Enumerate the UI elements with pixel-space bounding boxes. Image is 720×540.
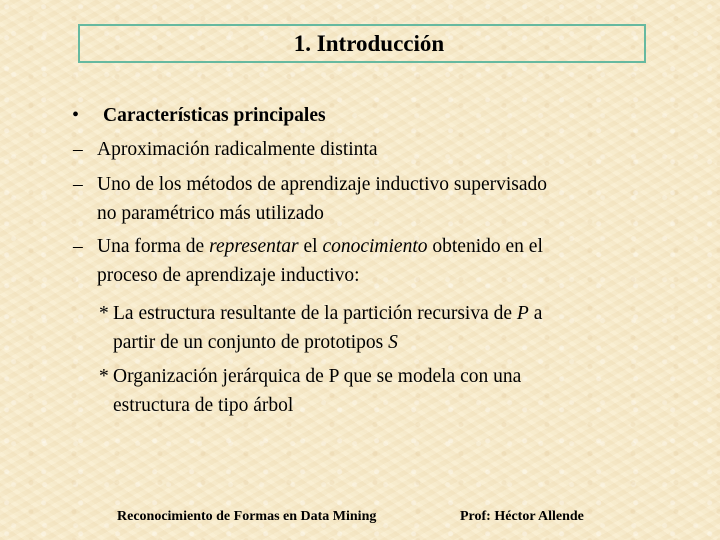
- text-run: obtenido en el: [427, 236, 543, 257]
- dash-item-1-line-1: Aproximación radicalmente distinta: [97, 139, 378, 160]
- sub-item-1-line-2: [113, 333, 398, 353]
- italic-symbol-p: P: [516, 303, 529, 324]
- text-run: el: [298, 236, 323, 257]
- footer-author: Prof: Héctor Allende: [460, 509, 584, 524]
- italic-symbol-s: S: [388, 332, 398, 353]
- dash-marker: –: [73, 236, 83, 257]
- text-run: Una forma de: [97, 236, 210, 257]
- sub-item-2-line-1: Organización jerárquica de P que se modela con una: [113, 366, 522, 387]
- dash-item-2-line-2: no paramétrico más utilizado: [97, 203, 324, 224]
- dash-item-3-line-2: proceso de aprendizaje inductivo:: [97, 265, 360, 286]
- dash-item-3-line-1: [97, 237, 543, 257]
- sub-bullet-marker: *: [99, 366, 109, 387]
- sub-bullet-marker: *: [99, 303, 109, 324]
- dash-marker: –: [73, 174, 83, 195]
- dash-marker: –: [73, 139, 83, 160]
- italic-term-representar: representar: [209, 236, 299, 257]
- bullet-marker: •: [72, 104, 80, 126]
- text-run: a: [528, 303, 543, 324]
- sub-item-1-line-1: [113, 304, 542, 324]
- italic-term-conocimiento: conocimiento: [322, 236, 428, 257]
- dash-item-2-line-1: Uno de los métodos de aprendizaje inductivo supervisado: [97, 174, 548, 195]
- text-run: La estructura resultante de la partición recursiva de: [113, 303, 517, 324]
- footer-course: Reconocimiento de Formas en Data Mining: [117, 509, 377, 524]
- bullet-heading: Características principales: [103, 105, 326, 126]
- sub-item-2-line-2: estructura de tipo árbol: [113, 395, 294, 416]
- title-box: [78, 24, 646, 63]
- slide-title: 1. Introducción: [293, 30, 445, 56]
- text-run: partir de un conjunto de prototipos: [113, 332, 389, 353]
